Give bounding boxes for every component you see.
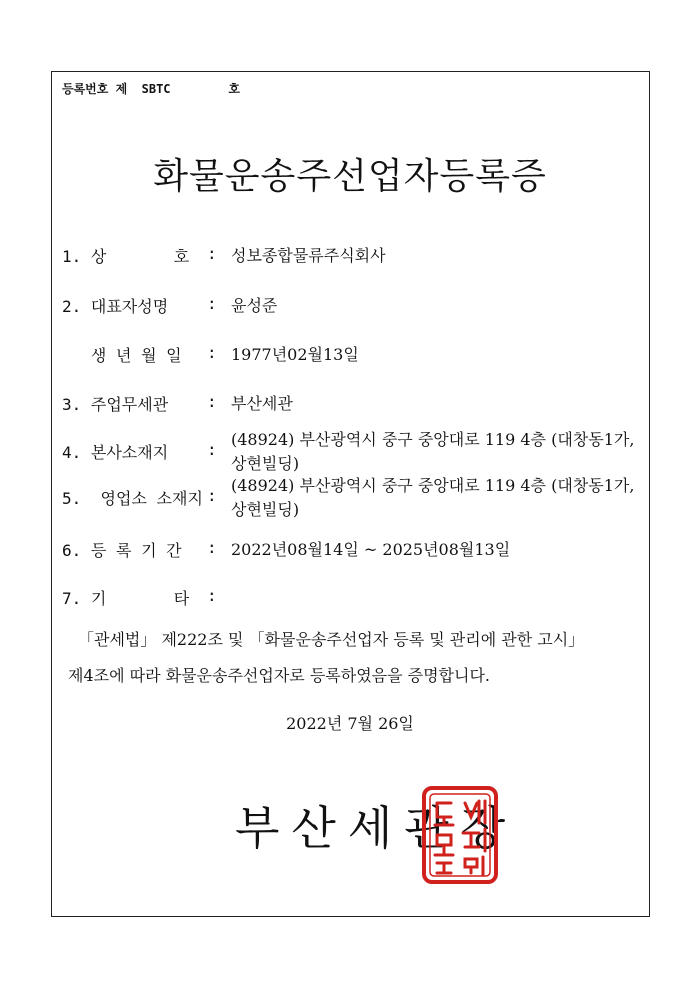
field-label: 7. 기 타: [62, 589, 190, 608]
field-colon: :: [207, 486, 217, 505]
field-colon: :: [207, 586, 217, 605]
field-label: 4. 본사소재지: [62, 443, 169, 462]
field-label: 6. 등 록 기 간: [62, 541, 182, 560]
field-label: 5. 영업소 소재지: [62, 489, 203, 508]
registration-number: 등록번호 제 SBTC 호: [62, 82, 240, 96]
field-colon: :: [207, 440, 217, 459]
statement-line-2: 제4조에 따라 화물운송주선업자로 등록하였음을 증명합니다.: [68, 666, 491, 685]
field-value: (48924) 부산광역시 중구 중앙대로 119 4층 (대창동1가, 상현빌딩): [231, 476, 635, 519]
field-label: 2. 대표자성명: [62, 297, 169, 316]
field-value: 성보종합물류주식회사: [231, 246, 386, 265]
field-value: 2022년08월14일 ~ 2025년08월13일: [231, 540, 511, 559]
field-label: 3. 주업무세관: [62, 395, 169, 414]
issuing-authority: 부산세관장: [235, 801, 518, 855]
field-colon: :: [207, 538, 217, 557]
document-title: 화물운송주선업자등록증: [153, 156, 547, 197]
field-colon: :: [207, 343, 217, 362]
field-colon: :: [207, 392, 217, 411]
field-label: 생 년 월 일: [62, 346, 182, 365]
field-value: 부산세관: [231, 394, 293, 413]
statement-line-1: 「관세법」 제222조 및 「화물운송주선업자 등록 및 관리에 관한 고시」: [78, 630, 585, 649]
issue-date: 2022년 7월 26일: [286, 714, 414, 733]
field-colon: :: [207, 294, 217, 313]
field-value: (48924) 부산광역시 중구 중앙대로 119 4층 (대창동1가, 상현빌딩): [231, 430, 635, 473]
field-colon: :: [207, 244, 217, 263]
field-value: 윤성준: [231, 296, 278, 315]
field-label: 1. 상 호: [62, 247, 190, 266]
field-value: 1977년02월13일: [231, 345, 359, 364]
official-seal-icon: [421, 785, 499, 885]
